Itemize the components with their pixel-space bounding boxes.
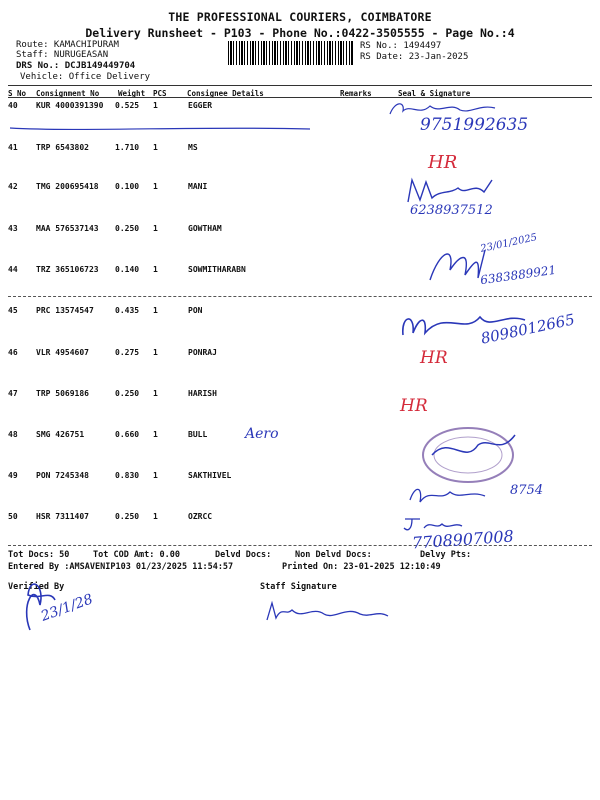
row-sno: 43 <box>8 224 18 233</box>
verified-date: 23/1/28 <box>38 591 96 625</box>
hr-mark: HR <box>428 152 458 173</box>
non-delvd-docs: Non Delvd Docs: <box>295 550 372 560</box>
row-consignment: VLR 4954607 <box>36 348 89 357</box>
row-consignment: TRP 6543802 <box>36 143 89 152</box>
row-pcs: 1 <box>153 306 158 315</box>
row-consignee: SOWMITHARABN <box>188 265 246 274</box>
phone-row40: 9751992635 <box>420 115 529 135</box>
col-remarks: Remarks <box>340 89 372 98</box>
table-row <box>8 224 592 238</box>
row-consignment: KUR 4000391390 <box>36 101 104 110</box>
row-weight: 0.275 <box>115 348 140 357</box>
row-sno: 41 <box>8 143 18 152</box>
col-weight: Weight <box>118 89 146 98</box>
row-weight: 0.435 <box>115 306 140 315</box>
phone-row45: 8098012665 <box>479 310 577 348</box>
row-pcs: 1 <box>153 182 158 191</box>
col-sno: S No <box>8 89 27 98</box>
phone-row44: 6383889921 <box>479 262 557 288</box>
col-consignment: Consignment No <box>36 89 100 98</box>
row-sno: 47 <box>8 389 18 398</box>
row-sno: 48 <box>8 430 18 439</box>
row-sno: 50 <box>8 512 18 521</box>
staff-signature-label: Staff Signature <box>260 582 337 592</box>
col-consignee: Consignee Details <box>187 89 264 98</box>
row-sno: 40 <box>8 101 18 110</box>
hr-mark: HR <box>400 396 428 416</box>
row-consignment: TRZ 365106723 <box>36 265 99 274</box>
row-pcs: 1 <box>153 265 158 274</box>
row-weight: 0.830 <box>115 471 140 480</box>
row-pcs: 1 <box>153 471 158 480</box>
table-row <box>8 143 592 157</box>
phone-row50: 7708907008 <box>411 526 515 553</box>
remark-row48: Aero <box>245 426 279 442</box>
row-pcs: 1 <box>153 389 158 398</box>
row-consignee: GOWTHAM <box>188 224 222 233</box>
staff-signature <box>262 598 402 628</box>
tot-docs: Tot Docs: 50 <box>8 550 70 560</box>
route-label: Route: KAMACHIPURAM <box>16 40 119 50</box>
row-consignment: TMG 200695418 <box>36 182 99 191</box>
row-consignee: HARISH <box>188 389 217 398</box>
row-consignee: SAKTHIVEL <box>188 471 232 480</box>
row-weight: 0.250 <box>115 224 140 233</box>
entered-by: Entered By :AMSAVENIP103 01/23/2025 11:54:57 <box>8 562 234 572</box>
row-weight: 1.710 <box>115 143 140 152</box>
row-weight: 0.250 <box>115 389 140 398</box>
verified-by-label: Verified By <box>8 582 65 592</box>
row-pcs: 1 <box>153 101 158 110</box>
col-pcs: PCS <box>153 89 167 98</box>
table-row <box>8 348 592 362</box>
col-seal-signature: Seal & Signature <box>398 89 471 98</box>
tot-cod-amt: Tot COD Amt: 0.00 <box>93 550 180 560</box>
delvy-pts: Delvy Pts: <box>420 550 472 560</box>
hr-mark: HR <box>420 348 448 368</box>
staff-label: Staff: NURUGEASAN <box>16 50 109 60</box>
company-title: THE PROFESSIONAL COURIERS, COIMBATORE <box>168 10 432 24</box>
row-consignment: HSR 7311407 <box>36 512 89 521</box>
row-weight: 0.100 <box>115 182 140 191</box>
rs-number: RS No.: 1494497 <box>360 41 442 51</box>
row-weight: 0.660 <box>115 430 140 439</box>
row-sno: 44 <box>8 265 18 274</box>
row-sno: 49 <box>8 471 18 480</box>
row-consignment: SMG 426751 <box>36 430 85 439</box>
signature-row49 <box>405 480 515 508</box>
row-sno: 42 <box>8 182 18 191</box>
row-consignee: PON <box>188 306 203 315</box>
row-pcs: 1 <box>153 348 158 357</box>
row-consignment: PRC 13574547 <box>36 306 94 315</box>
row-sno: 45 <box>8 306 18 315</box>
table-row <box>8 512 592 526</box>
table-row <box>8 389 592 403</box>
row-consignee: EGGER <box>188 101 213 110</box>
drs-number: DRS No.: DCJB149449704 <box>16 61 136 71</box>
vehicle-label: Vehicle: Office Delivery <box>20 72 151 82</box>
row-separator <box>8 296 592 297</box>
row-sno: 46 <box>8 348 18 357</box>
printed-on: Printed On: 23-01-2025 12:10:49 <box>282 562 441 572</box>
row-pcs: 1 <box>153 430 158 439</box>
phone-row49: 8754 <box>510 483 544 498</box>
row-consignment: PON 7245348 <box>36 471 89 480</box>
row-pcs: 1 <box>153 143 158 152</box>
row-weight: 0.525 <box>115 101 140 110</box>
date-row44: 23/01/2025 <box>479 232 539 255</box>
row-consignee: OZRCC <box>188 512 213 521</box>
row-weight: 0.140 <box>115 265 140 274</box>
row-consignee: MANI <box>188 182 208 191</box>
row-consignee: BULL <box>188 430 208 439</box>
row-consignee: MS <box>188 143 198 152</box>
row-consignment: TRP 5069186 <box>36 389 89 398</box>
header-rule-top <box>8 85 592 86</box>
rs-date: RS Date: 23-Jan-2025 <box>360 52 469 62</box>
row-pcs: 1 <box>153 512 158 521</box>
row-weight: 0.250 <box>115 512 140 521</box>
row-consignment: MAA 576537143 <box>36 224 99 233</box>
phone-row42: 6238937512 <box>410 203 493 218</box>
row-pcs: 1 <box>153 224 158 233</box>
delvd-docs: Delvd Docs: <box>215 550 272 560</box>
runsheet-subtitle: Delivery Runsheet - P103 - Phone No.:0422-3505555 - Page No.:4 <box>85 26 515 40</box>
barcode <box>228 41 353 65</box>
seal-stamp <box>420 415 530 485</box>
row-consignee: PONRAJ <box>188 348 217 357</box>
